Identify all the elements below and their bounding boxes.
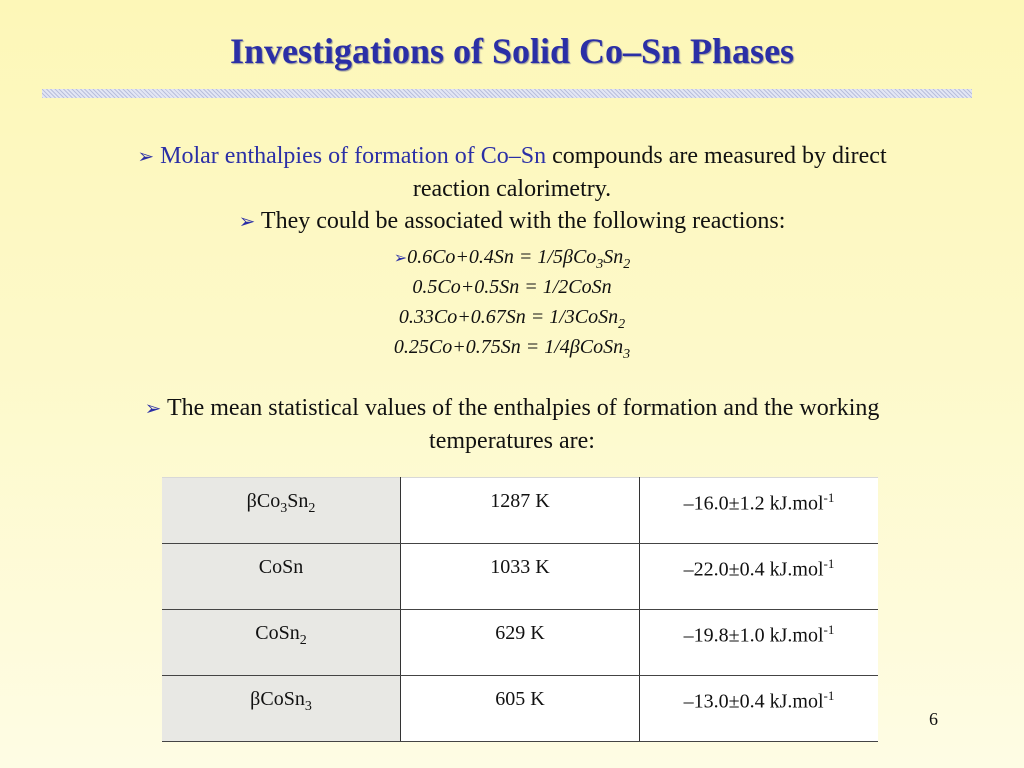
- bullet-text-line2: temperatures are:: [429, 428, 595, 454]
- temperature-cell: 1287 K: [401, 478, 640, 544]
- temperature-cell: 629 K: [401, 610, 640, 676]
- table-row: [162, 478, 878, 544]
- subscript: 3: [596, 257, 604, 272]
- page-number: 6: [929, 709, 938, 729]
- enthalpy-cell: [640, 610, 879, 676]
- enthalpy-table: [162, 477, 878, 742]
- reaction-lhs: 0.6Co+0.4Sn = 1/5: [407, 246, 563, 268]
- unit-exponent: -1: [823, 490, 835, 505]
- subscript: 2: [623, 257, 631, 272]
- unit-exponent: -1: [823, 622, 835, 637]
- formula-part: CoSn: [255, 622, 300, 644]
- table-row: [162, 676, 878, 742]
- subscript: 3: [280, 501, 288, 516]
- formula-part: Sn: [287, 490, 309, 512]
- arrow-bullet-icon: ➢: [393, 250, 408, 267]
- unit: kJ.mol: [764, 690, 824, 713]
- table-row: [162, 610, 878, 676]
- phase-cell: [162, 676, 401, 742]
- beta-symbol: β: [569, 336, 580, 358]
- reaction-2: [0, 272, 1024, 302]
- unit: kJ.mol: [764, 558, 824, 581]
- temperature-cell: 605 K: [401, 676, 640, 742]
- bullet-text: The mean statistical values of the enthalpies of formation and the working: [166, 395, 880, 421]
- bullet-text-line2: reaction calorimetry.: [412, 176, 612, 202]
- formula-part: Co: [572, 246, 597, 268]
- beta-symbol: β: [562, 246, 573, 268]
- table-row: [162, 544, 878, 610]
- bullet-text: They could be associated with the following reactions:: [260, 208, 786, 234]
- subscript: 2: [308, 501, 316, 516]
- phase-cell: [162, 544, 401, 610]
- beta-symbol: β: [246, 490, 257, 512]
- bullet-mean-values: [40, 392, 984, 457]
- phase-cell: [162, 610, 401, 676]
- arrow-bullet-icon: ➢: [137, 146, 155, 168]
- formula-part: CoSn: [579, 336, 624, 358]
- bullet-enthalpies: [40, 140, 984, 205]
- subscript: 2: [618, 317, 626, 332]
- bullet-text: compounds are measured by direct: [546, 143, 887, 169]
- bullet-reactions-intro: [40, 205, 984, 238]
- reaction-text: 0.5Co+0.5Sn = 1/2CoSn: [412, 276, 612, 298]
- unit: kJ.mol: [764, 624, 824, 647]
- enthalpy-value: –22.0±0.4: [683, 558, 765, 581]
- enthalpy-value: –16.0±1.2: [683, 492, 765, 515]
- formula-part: CoSn: [260, 688, 305, 710]
- bullet-highlight: Molar enthalpies of formation of Co–Sn: [160, 143, 547, 169]
- temperature-cell: 1033 K: [401, 544, 640, 610]
- enthalpy-cell: [640, 544, 879, 610]
- reaction-lhs: 0.33Co+0.67Sn = 1/3CoSn: [398, 306, 619, 328]
- subscript: 3: [304, 699, 312, 714]
- beta-symbol: β: [250, 688, 261, 710]
- unit-exponent: -1: [823, 556, 835, 571]
- unit: kJ.mol: [764, 492, 824, 515]
- reaction-lhs: 0.25Co+0.75Sn = 1/4: [393, 336, 570, 358]
- enthalpy-value: –19.8±1.0: [683, 624, 765, 647]
- enthalpy-cell: [640, 676, 879, 742]
- formula-part: CoSn: [258, 556, 304, 578]
- phase-cell: [162, 478, 401, 544]
- slide-title: Investigations of Solid Co–Sn Phases: [229, 31, 795, 71]
- arrow-bullet-icon: ➢: [144, 398, 162, 420]
- subscript: 3: [623, 347, 631, 362]
- arrow-bullet-icon: ➢: [238, 211, 256, 233]
- reaction-4: [0, 332, 1024, 370]
- unit-exponent: -1: [823, 688, 835, 703]
- formula-part: Co: [256, 490, 281, 512]
- formula-part: Sn: [603, 246, 624, 268]
- enthalpy-value: –13.0±0.4: [683, 690, 765, 713]
- title-divider: [42, 89, 972, 98]
- enthalpy-cell: [640, 478, 879, 544]
- subscript: 2: [299, 633, 307, 648]
